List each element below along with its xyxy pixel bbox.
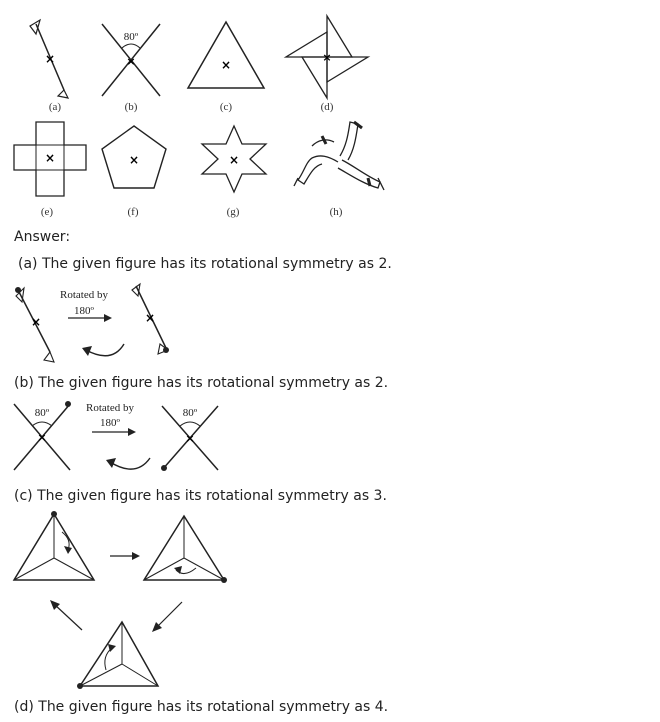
answer-b: (b) The given figure has its rotational symmetry as 2. [14, 375, 389, 391]
svg-text:×: × [322, 51, 332, 64]
caption-h: (h) [329, 206, 343, 218]
answer-heading: Answer: [14, 229, 71, 245]
answer-c: (c) The given figure has its rotational symmetry as 3. [14, 488, 387, 504]
answer-a: (a) The given figure has its rotational symmetry as 2. [18, 256, 392, 272]
svg-text:×: × [220, 58, 232, 72]
figure-c [186, 20, 266, 90]
figure-e [12, 120, 88, 198]
answer-b-diagram [10, 398, 224, 474]
svg-text:×: × [30, 315, 42, 329]
caption-f: (f) [127, 206, 139, 218]
caption-b: (b) [124, 101, 138, 113]
answer-c-diagram [10, 510, 240, 692]
svg-text:80º: 80º [34, 407, 50, 419]
svg-text:Rotated by: Rotated by [86, 402, 134, 414]
caption-e: (e) [40, 206, 54, 218]
svg-text:Rotated by: Rotated by [60, 289, 108, 301]
svg-text:180º: 180º [100, 417, 120, 429]
svg-text:×: × [228, 153, 240, 167]
svg-text:×: × [144, 311, 156, 325]
svg-text:×: × [44, 151, 56, 165]
svg-text:180º: 180º [74, 305, 94, 317]
caption-d: (d) [320, 101, 334, 113]
figure-f [100, 124, 168, 190]
svg-text:×: × [126, 55, 136, 68]
caption-c: (c) [219, 101, 233, 113]
svg-text:×: × [44, 52, 56, 66]
figure-g [200, 124, 268, 194]
svg-text:×: × [37, 431, 47, 444]
answer-a-diagram [12, 282, 192, 368]
svg-text:80º: 80º [123, 31, 139, 43]
figure-d [284, 14, 370, 100]
svg-text:×: × [128, 153, 140, 167]
svg-text:80º: 80º [182, 407, 198, 419]
answer-d: (d) The given figure has its rotational symmetry as 4. [14, 699, 389, 715]
svg-text:×: × [185, 432, 195, 445]
figure-b [100, 20, 162, 98]
figure-a [20, 18, 80, 98]
caption-g: (g) [226, 206, 240, 218]
caption-a: (a) [48, 101, 62, 113]
figure-h-triskelion [292, 116, 388, 198]
